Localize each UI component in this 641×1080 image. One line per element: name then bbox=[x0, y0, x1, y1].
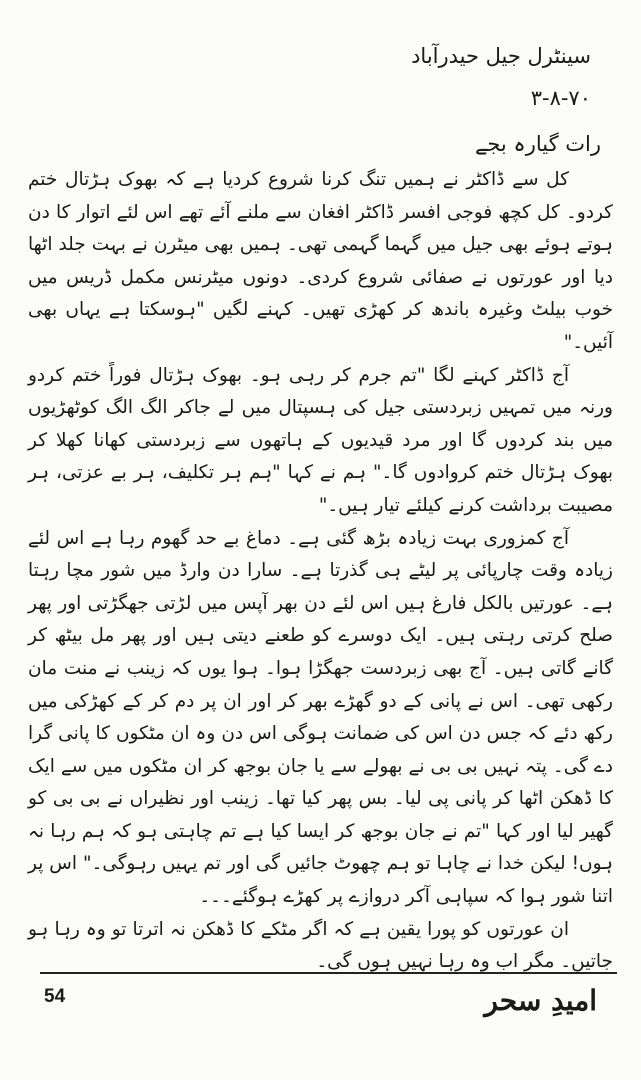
body-text bbox=[28, 164, 613, 979]
footer-divider bbox=[40, 972, 617, 974]
paragraph: آج ڈاکٹر کہنے لگا "تم جرم کر رہی ہو۔ بھوک ہڑتال فوراً ختم کردو ورنہ میں تمہیں زبردستی جیل کی ہسپتال میں لے جاکر الگ الگ کوٹھڑیوں میں بند کردوں گا اور مرد قیدیوں کے ہاتھوں سے زبردستی کھانا کھلا کر بھوک ہڑتال ختم کروادوں گا۔" ہم نے کہا "ہم ہر تکلیف، ہر بے عزتی، ہر مصیبت برداشت کرنے کیلئے تیار ہیں۔" bbox=[28, 364, 613, 516]
book-title: امیدِ سحر bbox=[484, 984, 597, 1017]
header-location: سینٹرل جیل حیدرآباد bbox=[411, 44, 591, 68]
paragraph: ان عورتوں کو پورا یقین ہے کہ اگر مٹکے کا ڈھکن نہ اترتا تو وہ رہا ہو جاتیں۔ مگر اب وہ رہا نہیں ہوں گی۔ bbox=[28, 918, 613, 973]
header-time: رات گیارہ بجے bbox=[475, 132, 601, 156]
paragraph: کل سے ڈاکٹر نے ہمیں تنگ کرنا شروع کردیا ہے کہ بھوک ہڑتال ختم کردو۔ کل کچھ فوجی افسر ڈاکٹر افغان سے ملنے آئے تھے اس لئے اتوار کا دن ہوتے ہوئے بھی جیل میں گہما گہمی تھی۔ ہمیں بھی میٹرن نے بہت جلد اٹھا دیا اور عورتوں نے صفائی شروع کردی۔ دونوں میٹرنس مکمل ڈریس میں خوب بیلٹ وغیرہ باندھ کر کھڑی تھیں۔ کہنے لگیں "ہوسکتا ہے یہاں بھی آئیں۔" bbox=[28, 169, 613, 353]
header-date: ۳-۸-۷۰ bbox=[530, 86, 591, 110]
page-number: 54 bbox=[44, 986, 66, 1007]
paragraph: آج کمزوری بہت زیادہ بڑھ گئی ہے۔ دماغ بے حد گھوم رہا ہے اس لئے زیادہ وقت چارپائی پر لیٹے ہی گذرتا ہے۔ سارا دن وارڈ میں شور مچا رہتا ہے۔ عورتیں بالکل فارغ ہیں اس لئے دن بھر آپس میں لڑتی جھگڑتی اور پھر صلح کرتی رہتی ہیں۔ ایک دوسرے کو طعنے دیتی ہیں اور پھر مل بیٹھ کر گانے گاتی ہیں۔ آج بھی زبردست جھگڑا ہوا۔ ہوا یوں کہ زینب نے منت مان رکھی تھی۔ اس نے پانی کے دو گھڑے بھر کر اور ان پر دم کر کے کھڑکی میں رکھ دئے کہ جس دن اس کی ضمانت ہوگی اس دن وہ ان مٹکوں کا پانی گرا دے گی۔ پتہ نہیں بی بی نے بھولے سے یا جان بوجھ کر ان مٹکوں میں سے ایک کا ڈھکن اٹھا کر پانی پی لیا۔ بس پھر کیا تھا۔ زینب اور نظیراں نے بی بی کو گھیر لیا اور کہا "تم نے جان بوجھ کر ایسا کیا ہے تم چاہتی ہو کہ ہم رہا نہ ہوں! لیکن خدا نے چاہا تو ہم چھوٹ جائیں گی اور تم یہیں رہوگی۔" اس پر اتنا شور ہوا کہ سپاہی آکر دروازے پر کھڑے ہوگئے۔۔۔ bbox=[28, 527, 613, 908]
